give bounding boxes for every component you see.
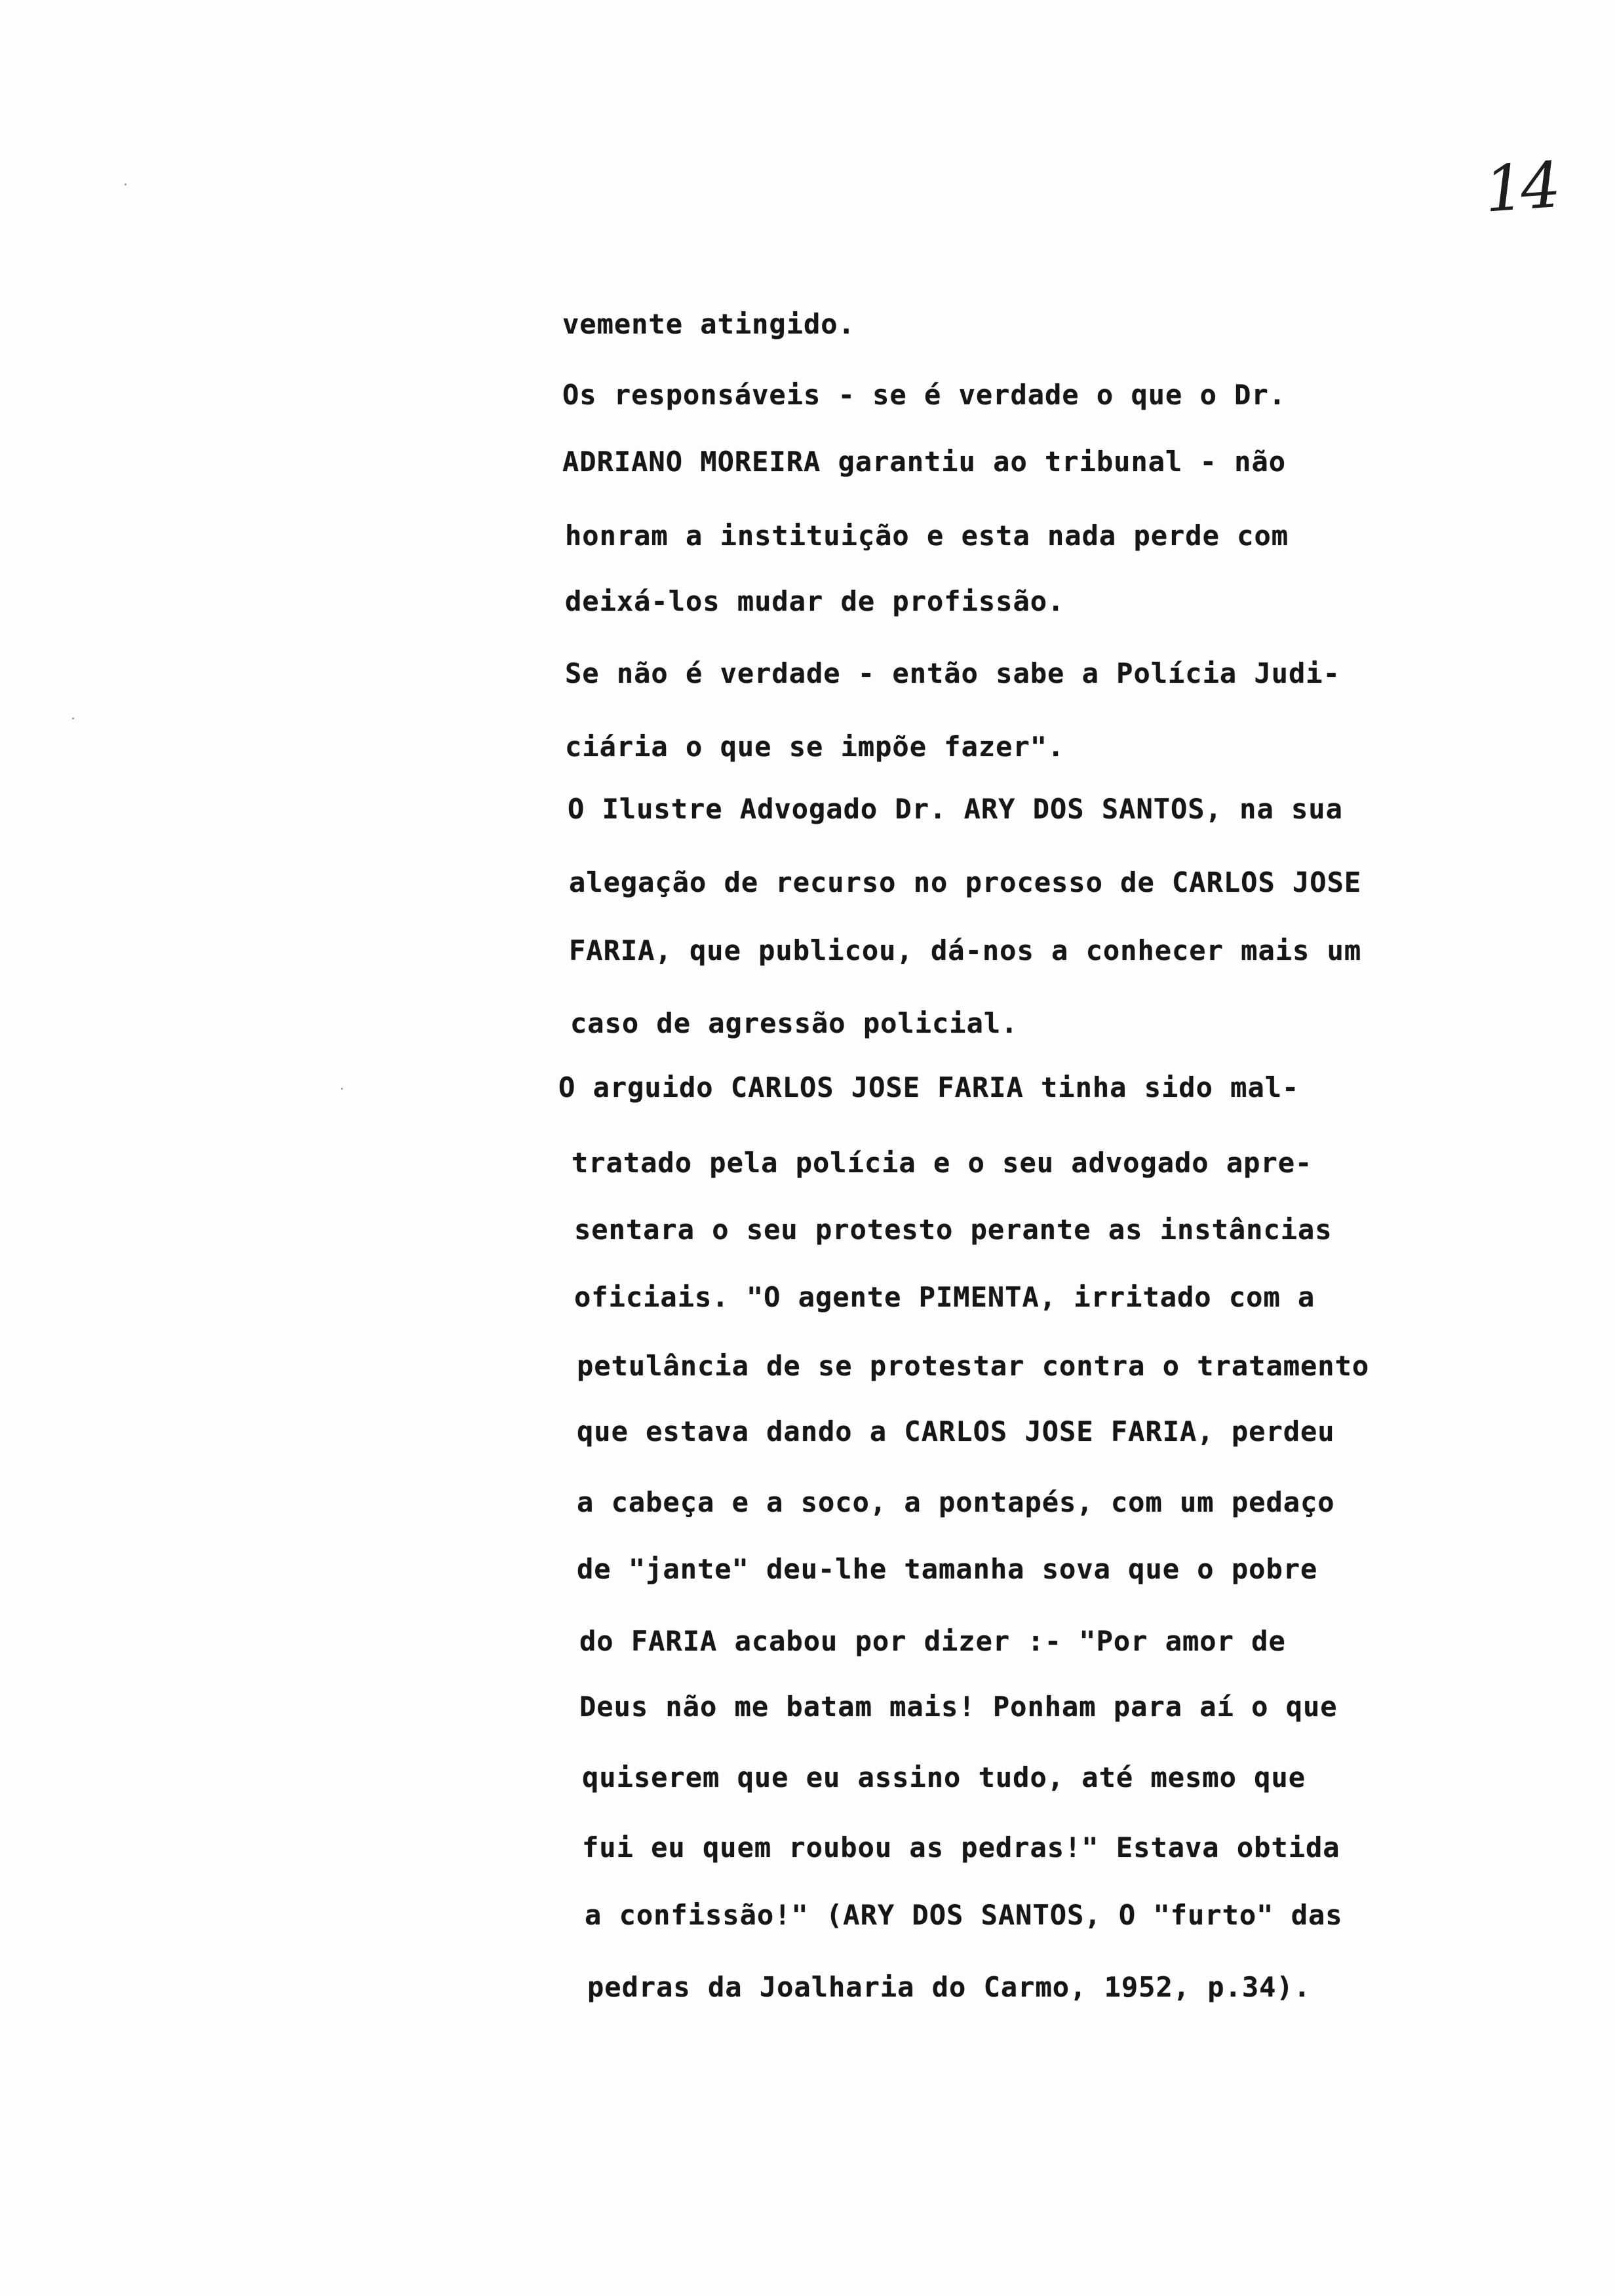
text-line: FARIA, que publicou, dá-nos a conhecer mais um xyxy=(569,934,1362,966)
text-line: O Ilustre Advogado Dr. ARY DOS SANTOS, na sua xyxy=(568,793,1343,825)
page-number: 14 xyxy=(1482,148,1559,227)
text-line: a confissão!" (ARY DOS SANTOS, O "furto" das xyxy=(585,1899,1343,1931)
scan-speck xyxy=(125,183,126,185)
text-line: caso de agressão policial. xyxy=(570,1007,1019,1039)
text-line: oficiais. "O agente PIMENTA, irritado com a xyxy=(574,1281,1315,1313)
text-line: Se não é verdade - então sabe a Polícia Judi- xyxy=(565,657,1340,689)
text-line: ciária o que se impõe fazer". xyxy=(565,731,1065,763)
text-line: tratado pela polícia e o seu advogado apre- xyxy=(572,1147,1313,1179)
text-line: sentara o seu protesto perante as instâncias xyxy=(574,1214,1333,1246)
text-line: petulância de se protestar contra o tratamento xyxy=(577,1350,1370,1382)
text-line: ADRIANO MOREIRA garantiu ao tribunal - não xyxy=(562,446,1287,478)
text-line: O arguido CARLOS JOSE FARIA tinha sido mal- xyxy=(558,1071,1300,1103)
text-line: deixá-los mudar de profissão. xyxy=(565,585,1065,617)
scan-speck xyxy=(72,718,74,719)
text-line: do FARIA acabou por dizer :- "Por amor de xyxy=(579,1625,1286,1657)
text-line: quiserem que eu assino tudo, até mesmo que xyxy=(582,1761,1306,1793)
text-line: alegação de recurso no processo de CARLOS JOSE xyxy=(569,866,1362,898)
text-line: Os responsáveis - se é verdade o que o Dr. xyxy=(562,379,1287,411)
text-line: vemente atingido. xyxy=(562,308,855,340)
text-line: Deus não me batam mais! Ponham para aí o que xyxy=(579,1691,1338,1723)
text-line: pedras da Joalharia do Carmo, 1952, p.34). xyxy=(587,1971,1312,2003)
text-line: a cabeça e a soco, a pontapés, com um pedaço xyxy=(577,1486,1335,1518)
text-line: de "jante" deu-lhe tamanha sova que o pobre xyxy=(577,1553,1318,1585)
scan-speck xyxy=(341,1088,343,1090)
text-line: fui eu quem roubou as pedras!" Estava obtida xyxy=(582,1831,1340,1864)
text-line: honram a instituição e esta nada perde com xyxy=(565,520,1289,552)
text-line: que estava dando a CARLOS JOSE FARIA, perdeu xyxy=(577,1415,1335,1447)
